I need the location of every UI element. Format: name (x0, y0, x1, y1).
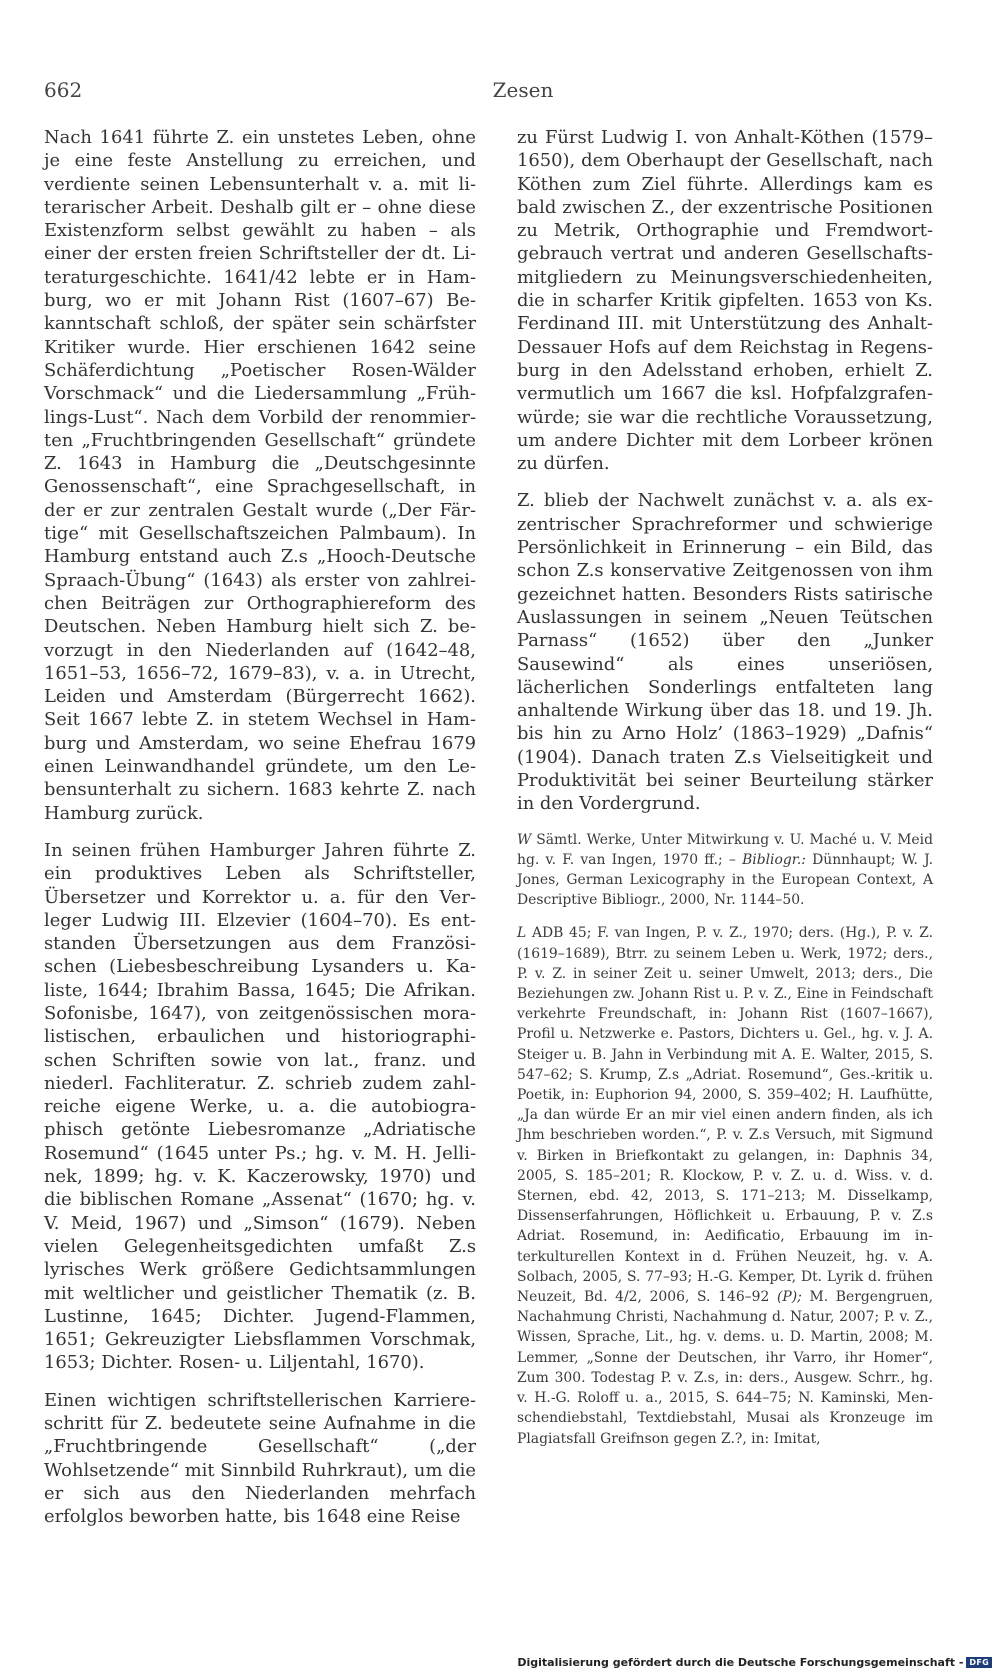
page-header (44, 78, 956, 108)
works-text: Dünnhaupt; W. J. Jones, German Lexicography in the European Context, A Descriptive Bibliogr., 2000, Nr. 1144–50. (517, 851, 934, 909)
paragraph: Z. blieb der Nachwelt zunächst v. a. als exzentrischer Sprachreformer und schwierige Persönlichkeit in Erinnerung – ein Bild, das schon Z.s konservative Zeitgenossen von ihm gezeichnet hatten. Besonders Rists satirische Auslassungen in seinem „Neuen Teütschen Parnass“ (1652) über den „Junker Sausewind“ als eines unseriösen, lächerlichen Sonderlings entfalteten lang anhaltende Wirkung über das 18. und 19. Jh. bis hin zu Arno Holz’ (1863–1929) „Dafnis“ (1904). Danach traten Z.s Vielseitigkeit und Produktivität bei seiner Beurteilung stärker in den Vordergrund. (517, 490, 933, 815)
works-bibliography (517, 830, 933, 911)
works-siglum: W (517, 831, 532, 848)
works-text: Sämtl. Werke, Unter Mitwirkung v. U. Maché u. V. Meid hg. v. F. van Ingen, 1970 ff.; – (517, 831, 933, 868)
credit-text: Digitalisierung gefördert durch die Deutsche Forschungsgemeinschaft - (517, 1656, 964, 1669)
running-title: Zesen (492, 78, 554, 102)
paragraph: zu Fürst Ludwig I. von Anhalt-Köthen (1579–1650), dem Oberhaupt der Gesellschaft, nach Köthen zum Ziel führte. Allerdings kam es bald zwischen Z., der exzentrische Positionen zu Metrik, Orthographie und Fremdwortgebrauch vertrat und anderen Gesellschaftsmitgliedern zu Meinungsverschiedenheiten, die in scharfer Kritik gipfelten. 1653 von Ks. Ferdinand III. mit Unterstützung des Anhalt-Dessauer Hofs auf dem Reichstag in Regensburg in den Adelsstand erhoben, erhielt Z. vermutlich um 1667 die ksl. Hofpfalzgrafenwürde; sie war die rechtliche Voraussetzung, um andere Dichter mit dem Lorbeer krönen zu dürfen. (517, 127, 933, 475)
right-column (517, 126, 933, 1462)
page-number: 662 (44, 78, 83, 102)
paragraph: Einen wichtigen schriftstellerischen Karriereschritt für Z. bedeutete seine Aufnahme in die „Fruchtbringende Gesellschaft“ („der Wohlsetzende“ mit Sinnbild Ruhrkraut), um die er sich aus den Niederlanden mehrfach erfolglos beworben hatte, bis 1648 eine Reise (44, 1389, 476, 1528)
digitization-credit (517, 1656, 992, 1669)
literature-text: ADB 45; F. van Ingen, P. v. Z., 1970; ders. (Hg.), P. v. Z. (1619–1689), Btrr. zu seinem Leben u. Werk, 1972; ders., P. v. Z. in seiner Zeit u. seiner Umwelt, 2013; ders., Die Beziehungen zw. Johann Rist u. P. v. Z., Eine in Feindschaft verkehrte Freundschaft, in: Johann Rist (1607–1667), Profil u. Netzwerke e. Pastors, Dichters u. Gel., hg. v. J. A. Steiger u. B. Jahn in Verbindung mit A. E. Walter, 2015, S. 547–62; S. Krump, Z.s „Adriat. Rosemund“, Ges.-kritik u. Poetik, in: Euphorion 94, 2000, S. 359–402; H. Laufhütte, „Ja dan würde Er an mir viel einen andern finden, als ich Jhm beschrieben worden.“, P. v. Z.s Versuch, mit Sigmund v. Birken in Briefkontakt zu gelangen, in: Daphnis 34, 2005, S. 185–201; R. Klockow, P. v. Z. u. d. Wiss. v. d. Sternen, ebd. 42, 2013, S. 171–213; M. Disselkamp, Dissenserfahrungen, Höflichkeit u. Erbauung, P. v. Z.s Adriat. Rosemund, in: Aedificatio, Erbauung im interkulturellen Kontext in d. Frühen Neuzeit, hg. v. A. Solbach, 2005, S. 77–93; H.-G. Kemper, Dt. Lyrik d. frühen Neuzeit, Bd. 4/2, 2006, S. 146–92 (517, 925, 933, 1306)
paragraph: Nach 1641 führte Z. ein unstetes Leben, ohne je eine feste Anstellung zu erreichen, und verdiente seinen Lebensunterhalt v. a. mit literarischer Arbeit. Deshalb gilt er – ohne diese Existenzform selbst gewählt zu haben – als einer der ersten freien Schriftsteller der dt. Literaturgeschichte. 1641/42 lebte er in Hamburg, wo er mit Johann Rist (1607–67) Bekanntschaft schloß, der später sein schärfster Kritiker wurde. Hier erschienen 1642 seine Schäferdichtung „Poetischer Rosen-Wälder Vorschmack“ und die Liedersammlung „Frühlings-Lust“. Nach dem Vorbild der renommierten „Fruchtbringenden Gesellschaft“ gründete Z. 1643 in Hamburg die „Deutschgesinnte Genossenschaft“, eine Sprachgesellschaft, in der er zur zentralen Gestalt wurde („Der Färtige“ mit Gesellschaftszeichen Palmbaum). In Hamburg entstand auch Z.s „Hooch-Deutsche Spraach-Übung“ (1643) als erster von zahlreichen Beiträgen zur Orthographiereform des Deutschen. Neben Hamburg hielt sich Z. bevorzugt in den Niederlanden auf (1642–48, 1651–53, 1656–72, 1679–83), v. a. in Utrecht, Leiden und Amsterdam (Bürgerrecht 1662). Seit 1667 lebte Z. in stetem Wechsel in Hamburg und Amsterdam, wo seine Ehefrau 1679 einen Leinwandhandel gründete, um den Lebensunterhalt zu sichern. 1683 kehrte Z. nach Hamburg zurück. (44, 127, 476, 824)
left-column (44, 126, 476, 1529)
p-mark: (P); (776, 1289, 802, 1306)
paragraph: In seinen frühen Hamburger Jahren führte Z. ein produktives Leben als Schriftsteller, Übersetzer und Korrektor u. a. für den Verleger Ludwig III. Elzevier (1604–70). Es entstanden Übersetzungen aus dem Französischen (Liebesbeschreibung Lysanders u. Kaliste, 1644; Ibrahim Bassa, 1645; Die Afrikan. Sofonisbe, 1647), von zeitgenössischen moralistischen, erbaulichen und historiographischen Schriften sowie von lat., franz. und niederl. Fachliteratur. Z. schrieb zudem zahlreiche eigene Werke, u. a. die autobiographisch getönte Liebesromanze „Adriatische Rosemund“ (1645 unter Ps.; hg. v. M. H. Jellinek, 1899; hg. v. K. Kaczerowsky, 1970) und die biblischen Romane „Assenat“ (1670; hg. v. V. Meid, 1967) und „Simson“ (1679). Neben vielen Gelegenheitsgedichten umfaßt Z.s lyrisches Werk größere Gedichtsammlungen mit weltlicher und geistlicher Thematik (z. B. Lustinne, 1645; Dichter. Jugend-Flammen, 1651; Gekreuzigter Liebsflammen Vorschmak, 1653; Dichter. Rosen- u. Liljentahl, 1670). (44, 839, 476, 1374)
bibliography-label: Bibliogr.: (742, 851, 806, 868)
literature-text: M. Bergengruen, Nachahmung Christi, Nachahmung d. Natur, 2007; P. v. Z., Wissen, Sprache, Lit., hg. v. dems. u. D. Martin, 2008; M. Lemmer, „Sonne der Deutschen, ihr Varro, ihr Homer“, Zum 300. Todestag P. v. Z.s, in: ders., Ausgew. Schrr., hg. v. H.-G. Roloff u. a., 2015, S. 644–75; N. Kaminski, Menschendiebstahl, Textdiebstahl, Musai als Kronzeuge im Plagiatsfall Greifnson gegen Z.?, in: Imitat, (517, 1289, 933, 1447)
literature-siglum: L (517, 925, 527, 942)
literature-bibliography (517, 923, 933, 1448)
dfg-logo: DFG (966, 1657, 992, 1668)
